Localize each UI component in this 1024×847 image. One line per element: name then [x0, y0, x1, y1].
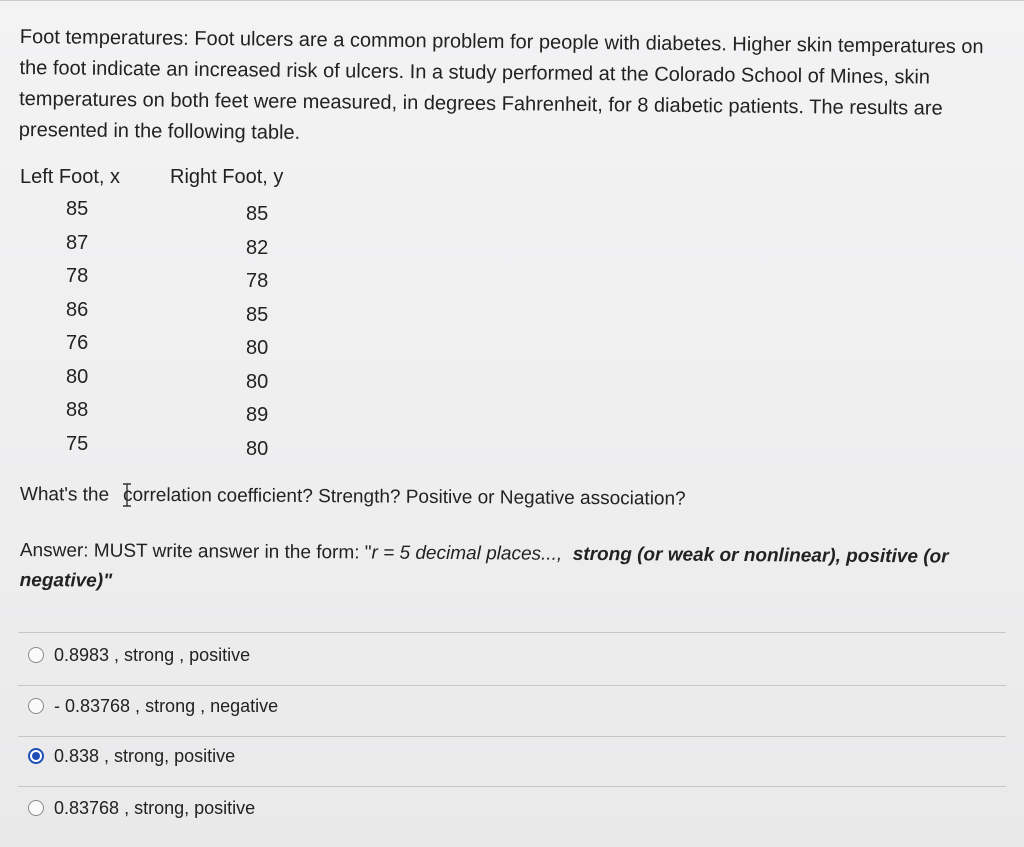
table-row	[66, 433, 306, 467]
table-row	[66, 366, 306, 400]
divider	[18, 685, 1006, 686]
prompt-text	[20, 484, 1010, 513]
right-foot-value: 89	[246, 404, 269, 426]
right-foot-value: 80	[246, 370, 269, 393]
table-row	[66, 198, 306, 232]
answer-option-3[interactable]	[28, 741, 628, 771]
table-row	[66, 265, 306, 299]
left-foot-value: 80	[66, 365, 89, 388]
left-foot-value: 86	[66, 298, 89, 321]
prompt-text-end: correlation coefficient? Strength? Positive or Negative association?	[123, 484, 686, 510]
table-row	[66, 299, 306, 333]
left-foot-value: 88	[66, 399, 89, 421]
radio-button[interactable]	[28, 698, 44, 714]
radio-button[interactable]	[28, 800, 44, 816]
answer-instructions	[20, 536, 1010, 603]
data-table	[66, 198, 306, 466]
instructions-lead: Answer: MUST write answer in the form: "	[19, 539, 372, 564]
instructions-italic: r = 5 decimal places...,	[371, 542, 563, 565]
right-foot-value: 80	[246, 437, 269, 460]
divider	[18, 632, 1006, 633]
option-label: 0.8983 , strong , positive	[54, 644, 251, 665]
prompt-text-start: What's the	[19, 484, 110, 506]
left-foot-value: 85	[66, 198, 89, 220]
instructions-bold: strong (or weak or nonlinear), positive (or negative)	[19, 543, 949, 592]
right-foot-value: 82	[246, 236, 269, 259]
instructions-tail: "	[103, 570, 113, 592]
right-foot-value: 80	[246, 337, 269, 359]
right-foot-value: 78	[246, 270, 269, 292]
right-foot-value: 85	[246, 303, 269, 326]
question-text: Foot temperatures: Foot ulcers are a common problem for people with diabetes. Higher skin temperatures on the foot indicate an increased risk of ulcers. In a study performed at the Colorado School of Mines, skin temperatures on both feet were measured, in degrees Fahrenheit, for 8 diabetic patients. The results are presented in the following table.	[18, 25, 984, 144]
divider	[18, 786, 1006, 787]
column-header-right-foot: Right Foot, y	[170, 166, 284, 188]
radio-button-selected[interactable]	[28, 748, 44, 764]
text-cursor-icon	[121, 483, 133, 507]
option-label: - 0.83768 , strong , negative	[54, 695, 279, 716]
radio-button[interactable]	[28, 647, 44, 663]
table-row	[66, 232, 306, 266]
left-foot-value: 75	[66, 432, 89, 455]
answer-option-1[interactable]	[28, 640, 628, 670]
left-foot-value: 78	[66, 265, 89, 287]
table-row	[66, 399, 306, 433]
left-foot-value: 76	[66, 332, 89, 354]
option-label: 0.83768 , strong, positive	[54, 797, 256, 818]
table-row	[66, 332, 306, 366]
left-foot-value: 87	[66, 231, 89, 254]
answer-option-2[interactable]	[28, 691, 628, 721]
column-header-left-foot: Left Foot, x	[20, 166, 121, 188]
right-foot-value: 85	[246, 203, 269, 225]
divider	[18, 736, 1006, 737]
data-table-header	[20, 166, 420, 196]
top-divider	[0, 0, 1024, 1]
option-label: 0.838 , strong, positive	[54, 745, 236, 766]
answer-option-4[interactable]	[28, 793, 628, 823]
